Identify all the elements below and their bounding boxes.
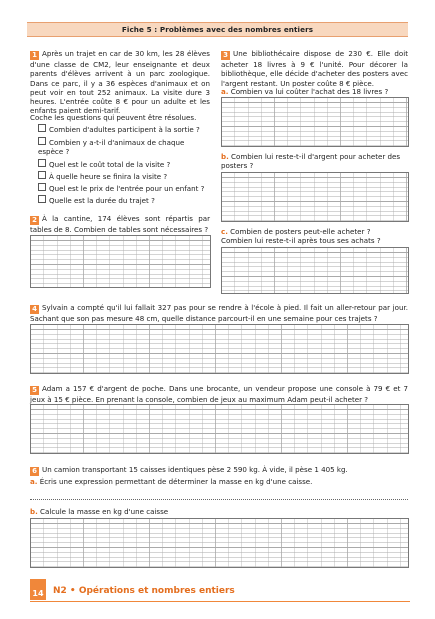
exercise-3-number: 3 [221, 51, 230, 60]
checkbox[interactable] [38, 137, 46, 145]
exercise-6-question-a: a. Écris une expression permettant de déterminer la masse en kg d'une caisse. [30, 477, 313, 486]
footer-tab [30, 579, 46, 588]
answer-grid-5[interactable] [30, 404, 409, 454]
exercise-3-question-a: a. Combien va lui coûter l'achat des 18 livres ? [221, 87, 389, 96]
exercise-1-option[interactable]: À quelle heure se finira la visite ? [38, 171, 210, 181]
checkbox[interactable] [38, 183, 46, 191]
exercise-6-question-b: b. Calcule la masse en kg d'une caisse [30, 507, 169, 516]
exercise-1-number: 1 [30, 51, 39, 60]
answer-line[interactable] [30, 499, 408, 500]
exercise-1-instruction: Coche les questions qui peuvent être résolues. [30, 113, 197, 122]
page-title: Fiche 5 : Problèmes avec des nombres entiers [27, 22, 408, 37]
exercise-3-question-c: c. Combien de posters peut-elle acheter ? Combien lui reste-t-il après tous ses achats ? [221, 227, 381, 246]
exercise-1-statement [30, 49, 210, 116]
answer-grid-4[interactable] [30, 324, 409, 374]
checkbox[interactable] [38, 171, 46, 179]
answer-grid-3a[interactable] [221, 97, 409, 147]
exercise-6-text: Un camion transportant 15 caisses identiques pèse 2 590 kg. À vide, il pèse 1 405 kg. [42, 465, 348, 474]
exercise-5-text: Adam a 157 € d'argent de poche. Dans une brocante, un vendeur propose une console à 79 € et 7 jeux à 15 € pièce. En prenant la console, combien de jeux au maximum Adam peut-il acheter ? [30, 384, 408, 404]
exercise-1-option[interactable]: Quel est le coût total de la visite ? [38, 159, 210, 169]
page-number: 14 [30, 588, 46, 600]
exercise-1-option[interactable]: Combien d'adultes participent à la sortie ? [38, 124, 210, 134]
exercise-1-option[interactable]: Combien y a-t-il d'animaux de chaque espèce ? [38, 138, 185, 157]
exercise-5-number: 5 [30, 386, 39, 395]
exercise-1-text: Après un trajet en car de 30 km, les 28 élèves d'une classe de CM2, leur enseignante et deux parents d'élèves arrivent à un parc zoologique. Dans ce parc, il y a 36 espèces d'animaux et on peut voir en tout 252 animaux. La visite dure 3 heures. L'entrée coûte 8 € pour un adulte et les enfants paient demi-tarif. [30, 49, 210, 116]
exercise-4-number: 4 [30, 305, 39, 314]
footer-divider [30, 601, 410, 602]
exercise-4-statement [30, 303, 408, 323]
checkbox[interactable] [38, 159, 46, 167]
answer-grid-3c[interactable] [221, 247, 409, 294]
exercise-1-option[interactable]: Quelle est la durée du trajet ? [38, 195, 210, 205]
checkbox[interactable] [38, 195, 46, 203]
exercise-2-statement [30, 214, 210, 234]
exercise-3-statement [221, 49, 408, 88]
answer-grid-2[interactable] [30, 235, 211, 288]
exercise-5-statement [30, 384, 408, 404]
answer-grid-6b[interactable] [30, 518, 409, 568]
exercise-6-number: 6 [30, 467, 39, 476]
exercise-4-text: Sylvain a compté qu'il lui fallait 327 pas pour se rendre à l'école à pied. Il fait un aller-retour par jour. Sachant que son pas mesure 48 cm, quelle distance parcourt-il en une semaine pour ces trajets ? [30, 303, 408, 323]
exercise-3-question-b: b. Combien lui reste-t-il d'argent pour acheter des posters ? [221, 152, 401, 171]
exercise-6-statement [30, 465, 408, 476]
exercise-2-text: À la cantine, 174 élèves sont répartis par tables de 8. Combien de tables sont nécessaires ? [30, 214, 210, 234]
checkbox[interactable] [38, 124, 46, 132]
chapter-title: N2 • Opérations et nombres entiers [53, 586, 235, 596]
exercise-1-option[interactable]: Quel est le prix de l'entrée pour un enfant ? [38, 183, 210, 193]
answer-grid-3b[interactable] [221, 172, 409, 222]
exercise-2-number: 2 [30, 216, 39, 225]
exercise-3-text: Une bibliothécaire dispose de 230 €. Elle doit acheter 18 livres à 9 € l'unité. Pour décorer la bibliothèque, elle décide d'acheter des posters avec l'argent restant. Un poster coûte 8 € pièce. [221, 49, 408, 88]
